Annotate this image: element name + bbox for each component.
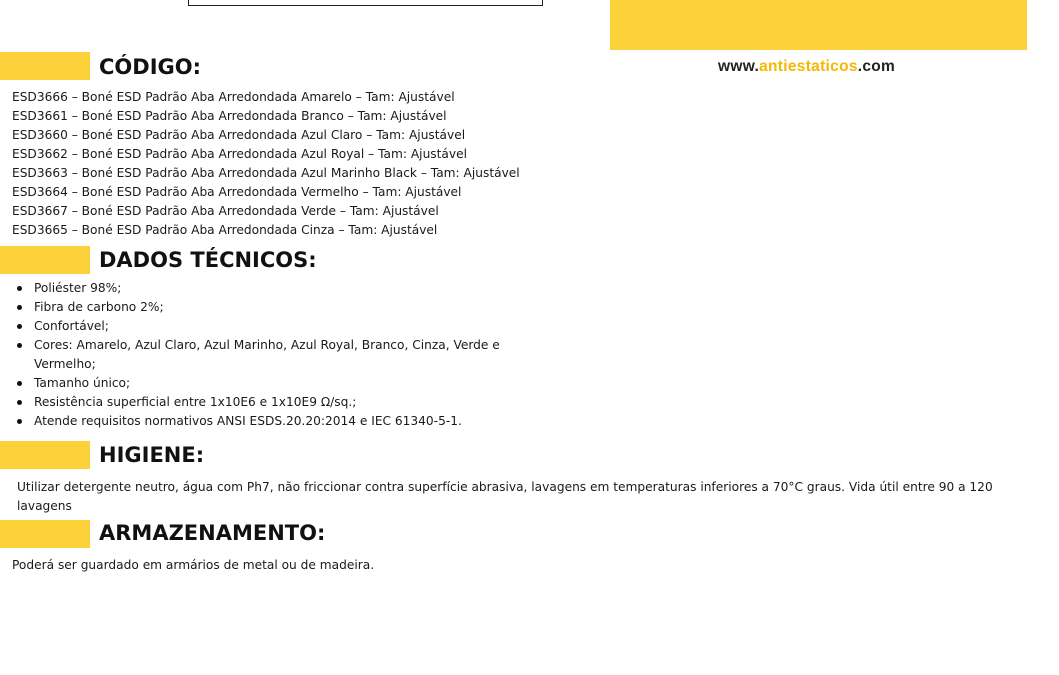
codigo-item: ESD3661 – Boné ESD Padrão Aba Arredondada Branco – Tam: Ajustável [12, 109, 447, 123]
codigo-item: ESD3666 – Boné ESD Padrão Aba Arredondada Amarelo – Tam: Ajustável [12, 90, 455, 104]
dados-item: Resistência superficial entre 1x10E6 e 1x10E9 Ω/sq.; [16, 393, 556, 412]
higiene-text: Utilizar detergente neutro, água com Ph7, não friccionar contra superfície abrasiva, lavagens em temperaturas inferiores a 70°C graus. Vida útil entre 90 a 120 lavagens [17, 480, 993, 513]
dados-item: Cores: Amarelo, Azul Claro, Azul Marinho, Azul Royal, Branco, Cinza, Verde e Vermelho; [16, 336, 534, 374]
codigo-item: ESD3665 – Boné ESD Padrão Aba Arredondada Cinza – Tam: Ajustável [12, 223, 438, 237]
top-frame-box [188, 0, 543, 6]
codigo-list [12, 88, 520, 240]
codigo-item: ESD3660 – Boné ESD Padrão Aba Arredondada Azul Claro – Tam: Ajustável [12, 128, 466, 142]
header-yellow-banner [610, 0, 1027, 50]
dados-item: Tamanho único; [16, 374, 556, 393]
higiene-heading: HIGIENE: [99, 443, 205, 467]
armazenamento-heading: ARMAZENAMENTO: [99, 521, 326, 545]
codigo-heading: CÓDIGO: [99, 55, 201, 79]
codigo-item: ESD3662 – Boné ESD Padrão Aba Arredondada Azul Royal – Tam: Ajustável [12, 147, 467, 161]
dados-list [16, 279, 556, 431]
codigo-accent-bar [0, 52, 90, 80]
website-link[interactable] [718, 58, 895, 76]
codigo-item: ESD3667 – Boné ESD Padrão Aba Arredondada Verde – Tam: Ajustável [12, 204, 439, 218]
higiene-accent-bar [0, 441, 90, 469]
dados-item: Poliéster 98%; [16, 279, 556, 298]
armazenamento-text: Poderá ser guardado em armários de metal ou de madeira. [12, 558, 375, 572]
dados-item: Confortável; [16, 317, 556, 336]
codigo-item: ESD3664 – Boné ESD Padrão Aba Arredondada Vermelho – Tam: Ajustável [12, 185, 462, 199]
dados-heading: DADOS TÉCNICOS: [99, 248, 317, 272]
dados-item: Fibra de carbono 2%; [16, 298, 556, 317]
dados-item: Atende requisitos normativos ANSI ESDS.20.20:2014 e IEC 61340-5-1. [16, 412, 556, 431]
dados-accent-bar [0, 246, 90, 274]
codigo-item: ESD3663 – Boné ESD Padrão Aba Arredondada Azul Marinho Black – Tam: Ajustável [12, 166, 520, 180]
website-suffix: .com [857, 58, 896, 75]
website-accent: antiestaticos [759, 58, 858, 75]
armazenamento-accent-bar [0, 520, 90, 548]
website-prefix: www. [718, 58, 760, 75]
